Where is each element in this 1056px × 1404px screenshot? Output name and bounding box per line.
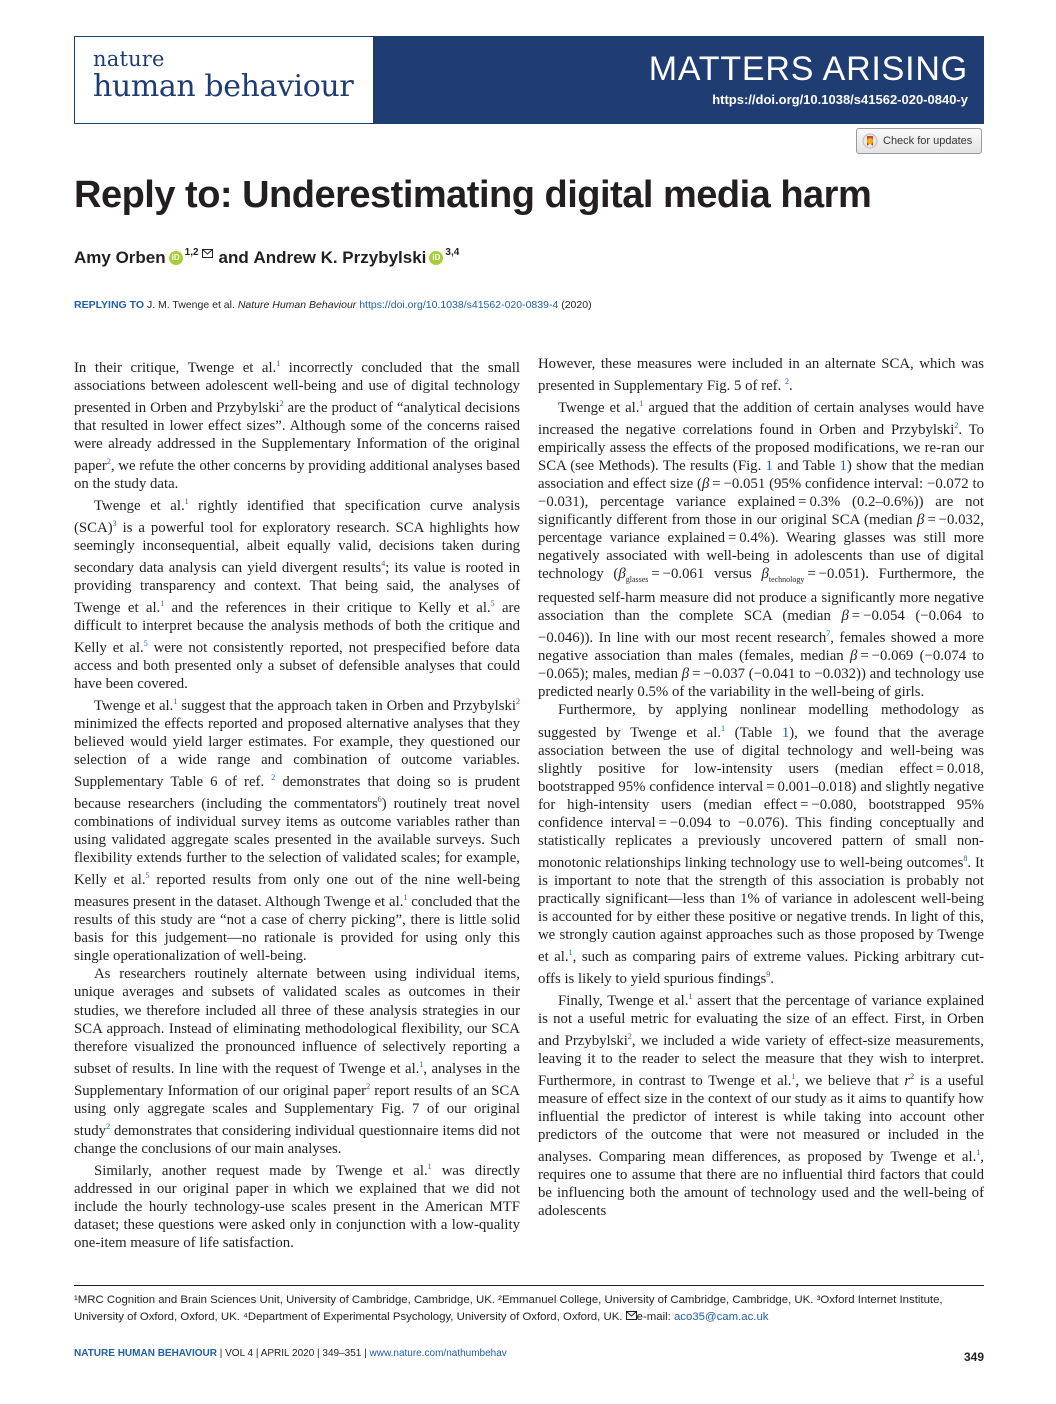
orcid-icon[interactable]: iD: [429, 251, 443, 265]
section-label: MATTERS ARISING: [648, 50, 968, 88]
affiliations-text: ¹MRC Cognition and Brain Sciences Unit, University of Cambridge, Cambridge, UK. ²Emmanuel College, University of Cambridge, Cambridge, UK. ³Oxford Internet Institute, University of Oxford, Oxford, UK. ⁴Department of Experimental Psychology, University of Oxford, Oxford, UK.: [74, 1294, 943, 1323]
author-name[interactable]: Andrew K. Przybylski: [253, 248, 427, 267]
footnote-divider: [74, 1285, 984, 1286]
author-connector: and: [218, 248, 249, 267]
article-doi-link[interactable]: https://doi.org/10.1038/s41562-020-0840-y: [712, 92, 968, 107]
body-paragraph: Twenge et al.$^1$ suggest that the approach taken in Orben and Przybylski$^2$ minimized the effects reported and proposed alternative analyses that they believed would yield larger estimates. For example, they questioned our selection of a wide range and combination of outcome variables. Supplementary Table 6 of ref. $^2$ demonstrates that doing so is prudent because researchers (including the commentators$^6$) routinely treat novel combinations of individual survey items as outcome variables rather than using validated aggregate scales presented in the available surveys. Such flexibility extends further to the selection of validated scales; for example, Kelly et al.$^5$ reported results from only one out of the nine well-being measures present in the dataset. Although Twenge et al.$^1$ concluded that the results of this study are “not a case of cherry picking”, there is little solid basis for this judgement—no rationale is provided for using only this single operationalization of well-being.: [74, 697, 520, 965]
body-column-left: [74, 355, 520, 1252]
body-paragraph: Twenge et al.$^1$ rightly identified that specification curve analysis (SCA)$^3$ is a powerful tool for exploratory research. SCA highlights how seemingly inconsequential, albeit equally valid, decisions taken during secondary data analysis can yield divergent results$^4$; its value is rooted in providing transparency and context. That being said, the analyses of Twenge et al.$^1$ and the references in their critique to Kelly et al.$^5$ are difficult to interpret because the analysis methods of both the critique and Kelly et al.$^5$ were not consistently reported, not prespecified before data access and both presented only a subset of defensible analyses that could have been covered.: [74, 497, 521, 693]
email-link[interactable]: aco35@cam.ac.uk: [673, 1311, 769, 1323]
logo-title-text: human behaviour: [93, 69, 354, 104]
author-name[interactable]: Amy Orben: [74, 248, 166, 267]
check-updates-label: Check for updates: [883, 135, 973, 147]
body-paragraph: Furthermore, by applying nonlinear modelling methodology as suggested by Twenge et al.$^1$ (Table 1), we found that the average association between the use of digital technology and well-being was slightly positive for low-intensity users (median effect = 0.018, bootstrapped 95% confidence interval = 0.001–0.018) and slightly negative for high-intensity users (median effect = −0.080, bootstrapped 95% confidence interval = −0.094 to −0.076). This finding conceptually and statistically replicates a previously uncovered pattern of small non-monotonic relationships linking technology use to well-being outcomes$^8$. It is important to note that the strength of this association is probably not practically significant—less than 1% of variance in adolescent well-being is accounted for by either these positive or negative trends. In light of this, we strongly caution against approaches such as those proposed by Twenge et al.$^1$, such as comparing pairs of extreme values. Picking arbitrary cut-offs is likely to yield spurious findings$^9$.: [538, 702, 985, 987]
envelope-icon[interactable]: [202, 249, 213, 258]
author-affiliation-marker: 1,2: [184, 246, 199, 258]
check-updates-icon: [862, 133, 878, 149]
check-for-updates-button[interactable]: [856, 128, 982, 154]
footer-issue: | VOL 4 | APRIL 2020 | 349–351 |: [216, 1348, 370, 1359]
body-paragraph: Finally, Twenge et al.$^1$ assert that the percentage of variance explained is not a useful metric for evaluating the size of an effect. First, in Orben and Przybylski$^2$, we included a wide variety of effect-size measurements, leaving it to the reader to select the measure that they wish to interpret. Furthermore, in contrast to Twenge et al.$^1$, we believe that $r^2$ is a useful measure of effect size in the context of our study as it aims to quantify how influential the predictor of interest is while taking into account other predictors of the outcome that were not measured or included in the analyses. Comparing mean differences, as proposed by Twenge et al.$^1$, requires one to assume that there are no influential third factors that could be influencing both the amount of technology used and the well-being of adolescents: [538, 991, 984, 1220]
body-column-right: [538, 355, 984, 1220]
journal-logo[interactable]: [74, 36, 374, 124]
body-paragraph: As researchers routinely alternate between using individual items, unique averages and subsets of validated scales as outcomes in their studies, we therefore included all three of these analysis strategies in our SCA approach. Instead of eliminating methodological flexibility, our SCA therefore visualized the pronounced influence of selectively reporting a subset of results. In line with the request of Twenge et al.$^1$, analyses in the Supplementary Information of our original paper$^2$ report results of an SCA using only aggregate scales and Supplementary Fig. 7 of our original study$^2$ demonstrates that considering individual questionnaire items did not change the conclusions of our main analyses.: [74, 966, 520, 1157]
orcid-icon[interactable]: iD: [169, 251, 183, 265]
affiliations-footnote: [74, 1292, 984, 1326]
email-label: e-mail:: [636, 1311, 674, 1323]
replying-authors: J. M. Twenge et al.: [146, 299, 235, 311]
replying-to-label: REPLYING TO: [74, 299, 145, 311]
article-title: Reply to: Underestimating digital media harm: [74, 174, 872, 216]
logo-nature-text: nature: [93, 47, 165, 71]
replying-doi-link[interactable]: https://doi.org/10.1038/s41562-020-0839-4: [359, 299, 559, 311]
body-paragraph: However, these measures were included in an alternate SCA, which was presented in Supplementary Fig. 5 of ref. $^2$.: [538, 356, 984, 394]
page-footer: [74, 1348, 507, 1359]
body-paragraph: In their critique, Twenge et al.$^1$ incorrectly concluded that the small associations between adolescent well-being and use of digital technology presented in Orben and Przybylski$^2$ are the product of “analytical decisions that resulted in lower effect sizes”. Although some of the concerns raised were already addressed in the Supplementary Information of the original paper$^2$, we refute the other concerns by providing additional analyses based on the study data.: [74, 359, 520, 493]
envelope-icon: [626, 1311, 637, 1320]
footer-url[interactable]: www.nature.com/nathumbehav: [369, 1348, 507, 1359]
body-paragraph: Twenge et al.$^1$ argued that the addition of certain analyses would have increased the negative correlations found in Orben and Przybylski$^2$. To empirically assess the effects of the proposed modifications, we re-ran our SCA (see Methods). The results (Fig. 1 and Table 1) show that the median association and effect size (β = −0.051 (95% confidence interval: −0.072 to −0.031), percentage variance explained = 0.3% (0.2–0.6%)) are not significantly different from those in our original SCA (median β = −0.032, percentage variance explained = 0.4%). Wearing glasses was still more negatively associated with well-being in adolescents than use of digital technology ($\beta_{glasses} = -0.061$ versus $\beta_{technology} = -0.051$). Furthermore, the requested self-harm measure did not produce a significantly more negative association than the complete SCA (median β = −0.054 (−0.064 to −0.046)). In line with our most recent research$^7$, females showed a more negative association than males (females, median β = −0.069 (−0.074 to −0.065); males, median β = −0.037 (−0.041 to −0.032)) and technology use predicted nearly 0.5% of the variability in the well-being of girls.: [538, 399, 985, 701]
author-affiliation-marker: 3,4: [445, 246, 460, 258]
page-number: 349: [963, 1350, 984, 1364]
footer-journal: NATURE HUMAN BEHAVIOUR: [74, 1348, 217, 1359]
body-paragraph: Similarly, another request made by Twenge et al.$^1$ was directly addressed in our original paper in which we explained that we did not include the hourly technology-use scales present in the American MTF dataset; these questions were asked only in conjunction with a low-quality one-item measure of life satisfaction.: [74, 1161, 520, 1251]
replying-journal: Nature Human Behaviour: [237, 299, 357, 311]
author-list: [74, 248, 461, 268]
replying-to-line: [74, 299, 592, 311]
journal-banner: [74, 36, 984, 124]
replying-year: (2020): [561, 299, 592, 311]
